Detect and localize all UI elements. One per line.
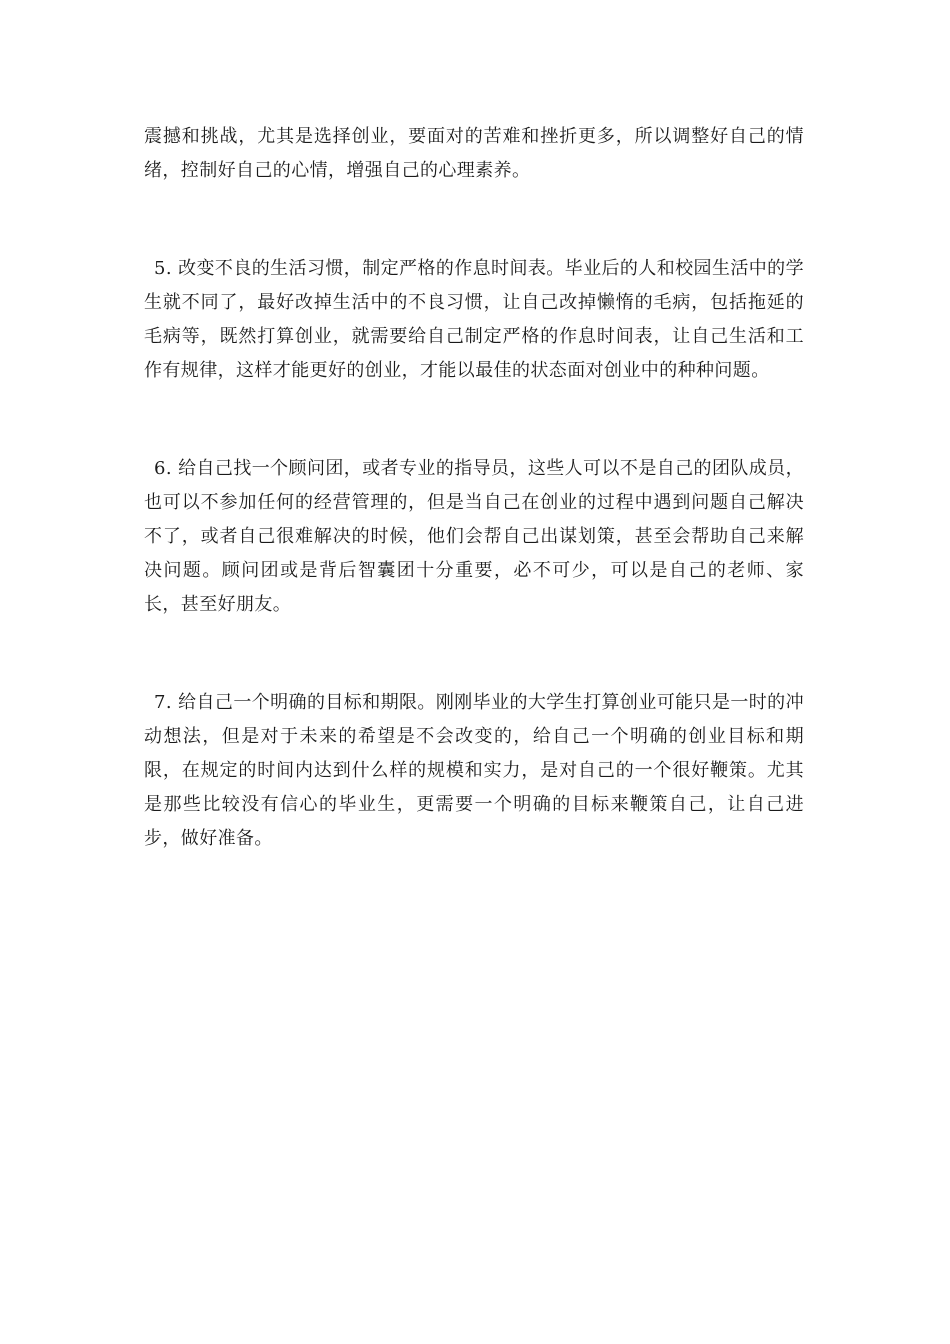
paragraph-item-6: 6. 给自己找一个顾问团，或者专业的指导员，这些人可以不是自己的团队成员，也可以不参加任何的经营管理的，但是当自己在创业的过程中遇到问题自己解决不了，或者自己很难解决的时候，他们会帮自己出谋划策，甚至会帮助自己来解决问题。顾问团或是背后智囊团十分重要，必不可少，可以是自己的老师、家长，甚至好朋友。 [144,458,804,615]
paragraph-item-5: 5. 改变不良的生活习惯，制定严格的作息时间表。毕业后的人和校园生活中的学生就不同了，最好改掉生活中的不良习惯，让自己改掉懒惰的毛病，包括拖延的毛病等，既然打算创业，就需要给自己制定严格的作息时间表，让自己生活和工作有规律，这样才能更好的创业，才能以最佳的状态面对创业中的种种问题。 [144,258,804,381]
paragraph-item-7: 7. 给自己一个明确的目标和期限。刚刚毕业的大学生打算创业可能只是一时的冲动想法，但是对于未来的希望是不会改变的，给自己一个明确的创业目标和期限，在规定的时间内达到什么样的规模和实力，是对自己的一个很好鞭策。尤其是那些比较没有信心的毕业生，更需要一个明确的目标来鞭策自己，让自己进步，做好准备。 [144,692,804,849]
document-body [144,120,804,856]
paragraph-continuation: 震撼和挑战，尤其是选择创业，要面对的苦难和挫折更多，所以调整好自己的情绪，控制好自己的心情，增强自己的心理素养。 [144,126,804,181]
